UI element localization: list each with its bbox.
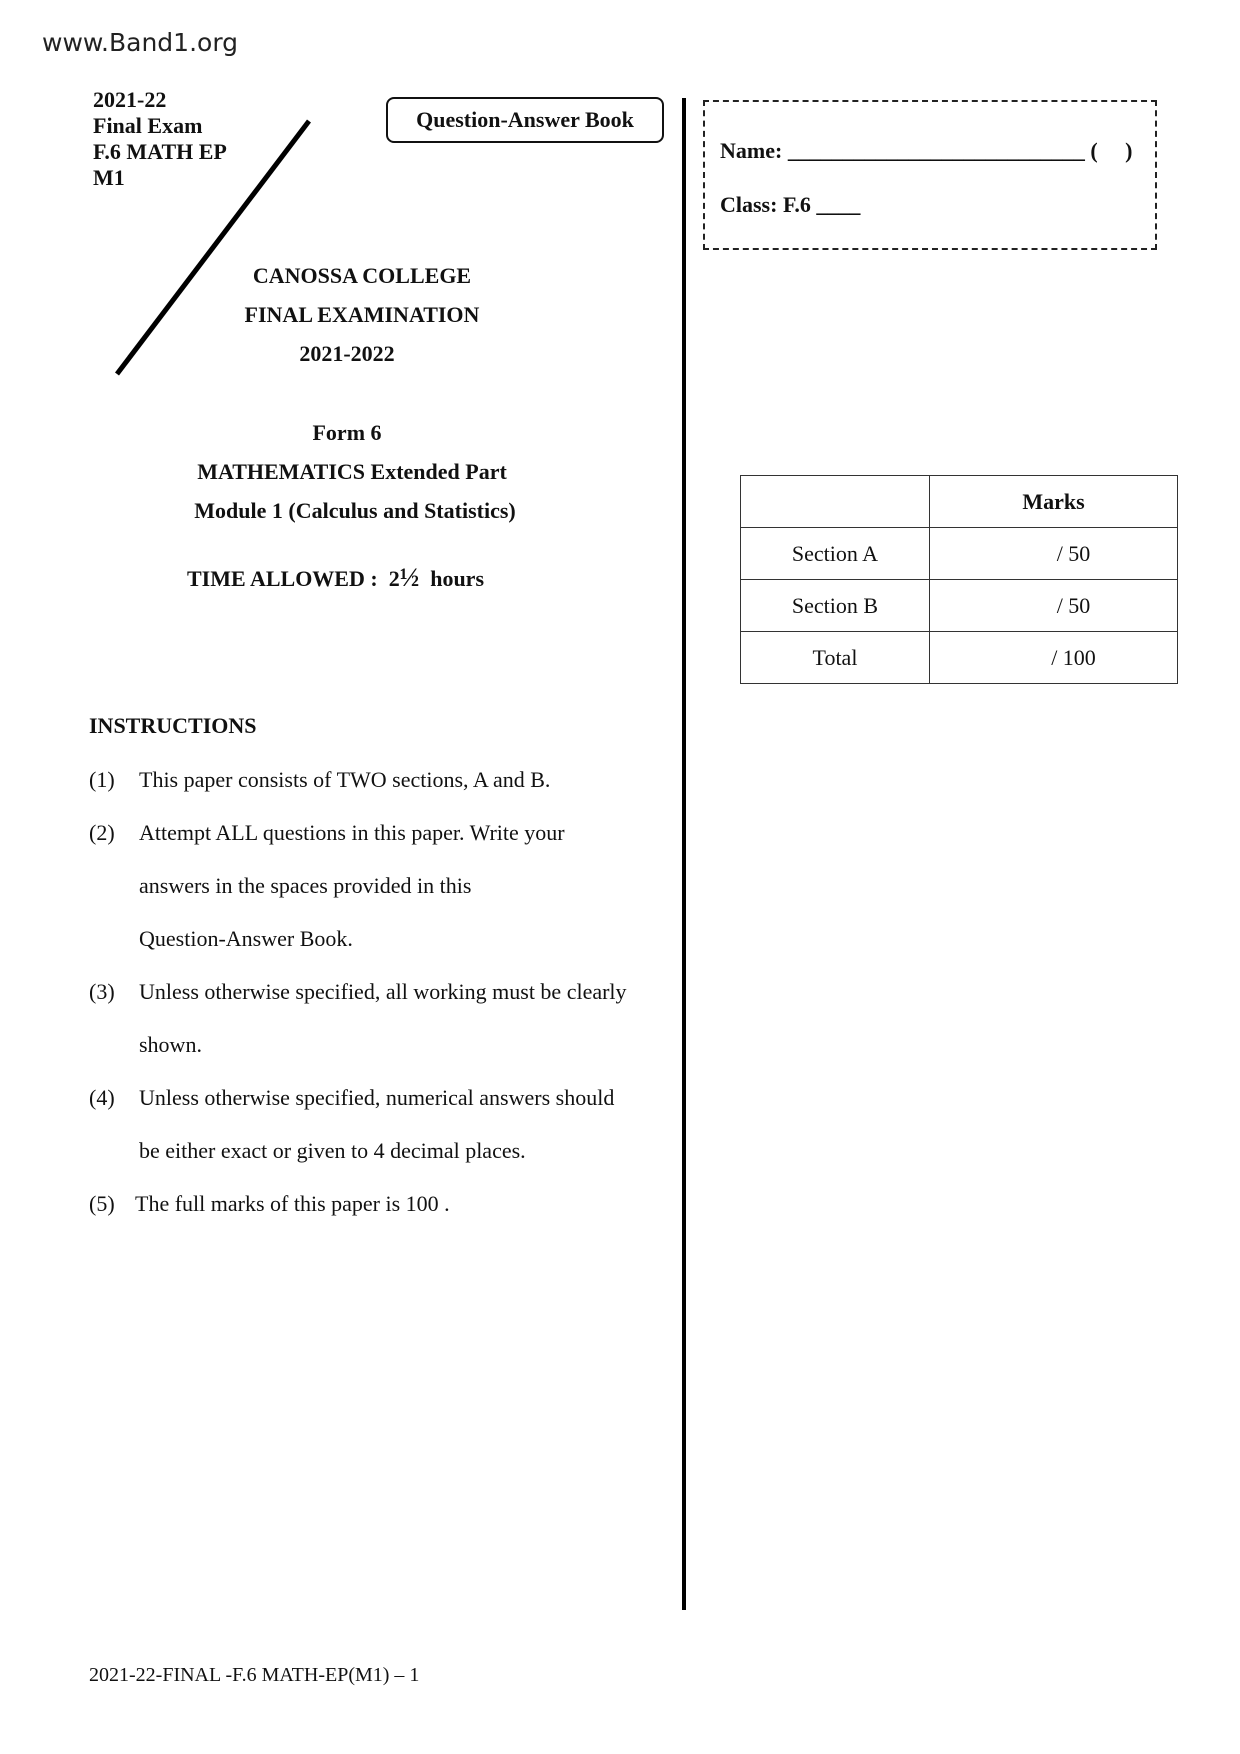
row-value: / 50: [930, 580, 1178, 632]
instruction-number: (5): [89, 1191, 115, 1216]
time-fraction: ½: [399, 563, 420, 592]
school-name: CANOSSA COLLEGE: [252, 263, 472, 288]
instruction-text: be either exact or given to 4 decimal places.: [139, 1138, 526, 1163]
row-label: Total: [741, 632, 930, 684]
page-footer: 2021-22-FINAL -F.6 MATH-EP(M1) – 1: [89, 1664, 420, 1686]
instruction-text: shown.: [139, 1032, 202, 1057]
table-row: [741, 528, 1178, 580]
instructions-heading: INSTRUCTIONS: [89, 713, 257, 738]
instruction-text: The full marks of this paper is 100 .: [135, 1191, 450, 1216]
student-info-box: [703, 100, 1157, 250]
watermark: www.Band1.org: [42, 28, 239, 57]
class-field[interactable]: [720, 192, 860, 218]
instruction-text: This paper consists of TWO sections, A and B.: [139, 767, 551, 792]
exam-name: FINAL EXAMINATION: [244, 302, 480, 327]
name-blank: ___________________________: [787, 138, 1085, 163]
time-label: TIME ALLOWED :: [187, 566, 378, 591]
instruction-number: (2): [89, 820, 115, 845]
instruction-text: answers in the spaces provided in this: [139, 873, 472, 898]
class-label: Class: F.6: [720, 192, 811, 217]
module: Module 1 (Calculus and Statistics): [194, 498, 516, 523]
time-whole: 2: [388, 566, 400, 591]
instruction-text: Question-Answer Book.: [139, 926, 353, 951]
time-unit: hours: [430, 566, 484, 591]
header-line: 2021-22: [93, 87, 167, 112]
row-value: / 100: [930, 632, 1178, 684]
header-line: F.6 MATH EP: [93, 139, 227, 164]
instruction-number: (1): [89, 767, 115, 792]
question-answer-book-label: Question-Answer Book: [386, 97, 664, 143]
instruction-text: Unless otherwise specified, numerical answers should: [139, 1085, 615, 1110]
table-cell: [741, 476, 930, 528]
header-line: Final Exam: [93, 113, 203, 138]
class-blank: ____: [816, 192, 861, 217]
table-row: [741, 580, 1178, 632]
time-allowed: [187, 563, 484, 593]
marks-table: [740, 475, 1178, 684]
form-level: Form 6: [312, 420, 382, 445]
instruction-text: Attempt ALL questions in this paper. Write your: [139, 820, 565, 845]
marks-header: Marks: [930, 476, 1178, 528]
row-label: Section A: [741, 528, 930, 580]
diagonal-line: [0, 0, 400, 400]
instruction-number: (3): [89, 979, 115, 1004]
name-label: Name:: [720, 138, 783, 163]
class-number-paren: ( ): [1090, 138, 1133, 163]
table-row: [741, 632, 1178, 684]
exam-year: 2021-2022: [299, 341, 395, 366]
row-label: Section B: [741, 580, 930, 632]
divider-line: [682, 98, 686, 1610]
subject: MATHEMATICS Extended Part: [197, 459, 507, 484]
header-line: M1: [93, 165, 125, 190]
instruction-text: Unless otherwise specified, all working must be clearly: [139, 979, 627, 1004]
name-field[interactable]: [720, 138, 1132, 164]
instruction-number: (4): [89, 1085, 115, 1110]
row-value: / 50: [930, 528, 1178, 580]
